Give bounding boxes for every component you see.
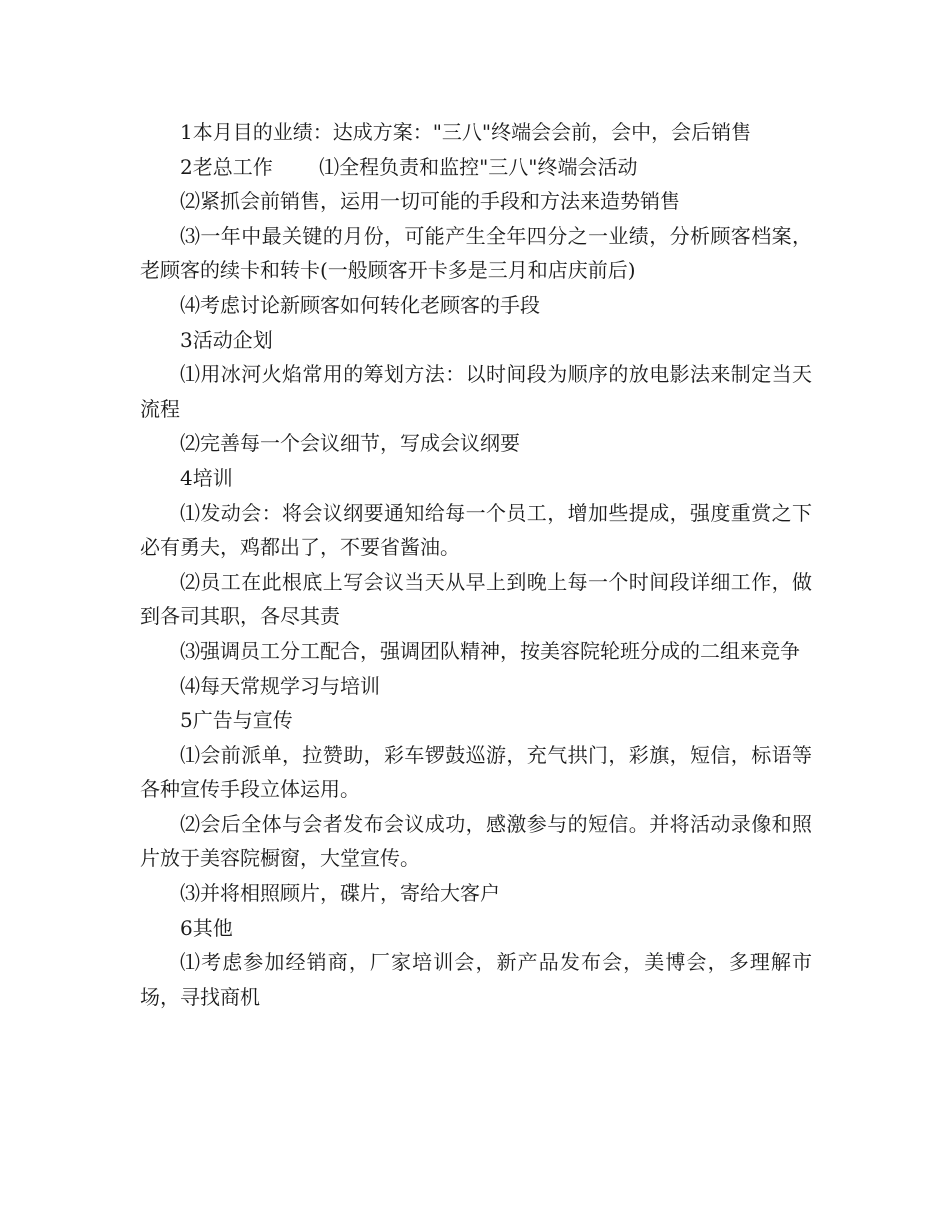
paragraph-advertising-3: ⑶并将相照顾片，碟片，寄给大客户 xyxy=(180,881,500,906)
paragraph-training-2: ⑵员工在此根底上写会议当天从早上到晚上每一个时间段详细工作，做到各司其职，各尽其责 xyxy=(140,569,812,629)
paragraph-planning-1: ⑴用冰河火焰常用的筹划方法：以时间段为顺序的放电影法来制定当天流程 xyxy=(140,362,812,421)
section-heading-training: 4培训 xyxy=(180,465,233,490)
paragraph-other-1: ⑴考虑参加经销商，厂家培训会，新产品发布会，美博会，多理解市场，寻找商机 xyxy=(140,950,812,1009)
paragraph-training-4: ⑷每天常规学习与培训 xyxy=(180,673,380,698)
section-heading-other: 6其他 xyxy=(180,915,233,940)
paragraph-training-1: ⑴发动会：将会议纲要通知给每一个员工，增加些提成，强度重赏之下必有勇夫，鸡都出了，不要省酱油。 xyxy=(140,500,812,560)
paragraph-ceo-work-2: ⑵紧抓会前销售，运用一切可能的手段和方法来造势销售 xyxy=(180,189,680,214)
paragraph-monthly-goal: 1本月目的业绩：达成方案："三八"终端会会前，会中，会后销售 xyxy=(180,120,752,144)
paragraph-training-3: ⑶强调员工分工配合，强调团队精神，按美容院轮班分成的二组来竞争 xyxy=(180,638,800,663)
paragraph-ceo-work-4: ⑷考虑讨论新顾客如何转化老顾客的手段 xyxy=(180,292,540,317)
paragraph-ceo-work-3: ⑶一年中最关键的月份，可能产生全年四分之一业绩，分析顾客档案，老顾客的续卡和转卡(一般顾客开卡多是三月和店庆前后) xyxy=(140,223,812,283)
paragraph-advertising-1: ⑴会前派单，拉赞助，彩车锣鼓巡游，充气拱门，彩旗，短信，标语等各种宣传手段立体运用。 xyxy=(140,742,812,802)
paragraph-ceo-work: 2老总工作 ⑴全程负责和监控"三八"终端会活动 xyxy=(180,154,638,179)
section-heading-planning: 3活动企划 xyxy=(180,327,273,352)
paragraph-planning-2: ⑵完善每一个会议细节，写成会议纲要 xyxy=(180,431,520,456)
section-heading-advertising: 5广告与宣传 xyxy=(180,708,293,733)
paragraph-advertising-2: ⑵会后全体与会者发布会议成功，感激参与的短信。并将活动录像和照片放于美容院橱窗，大堂宣传。 xyxy=(140,811,812,871)
document-body xyxy=(140,115,812,1014)
